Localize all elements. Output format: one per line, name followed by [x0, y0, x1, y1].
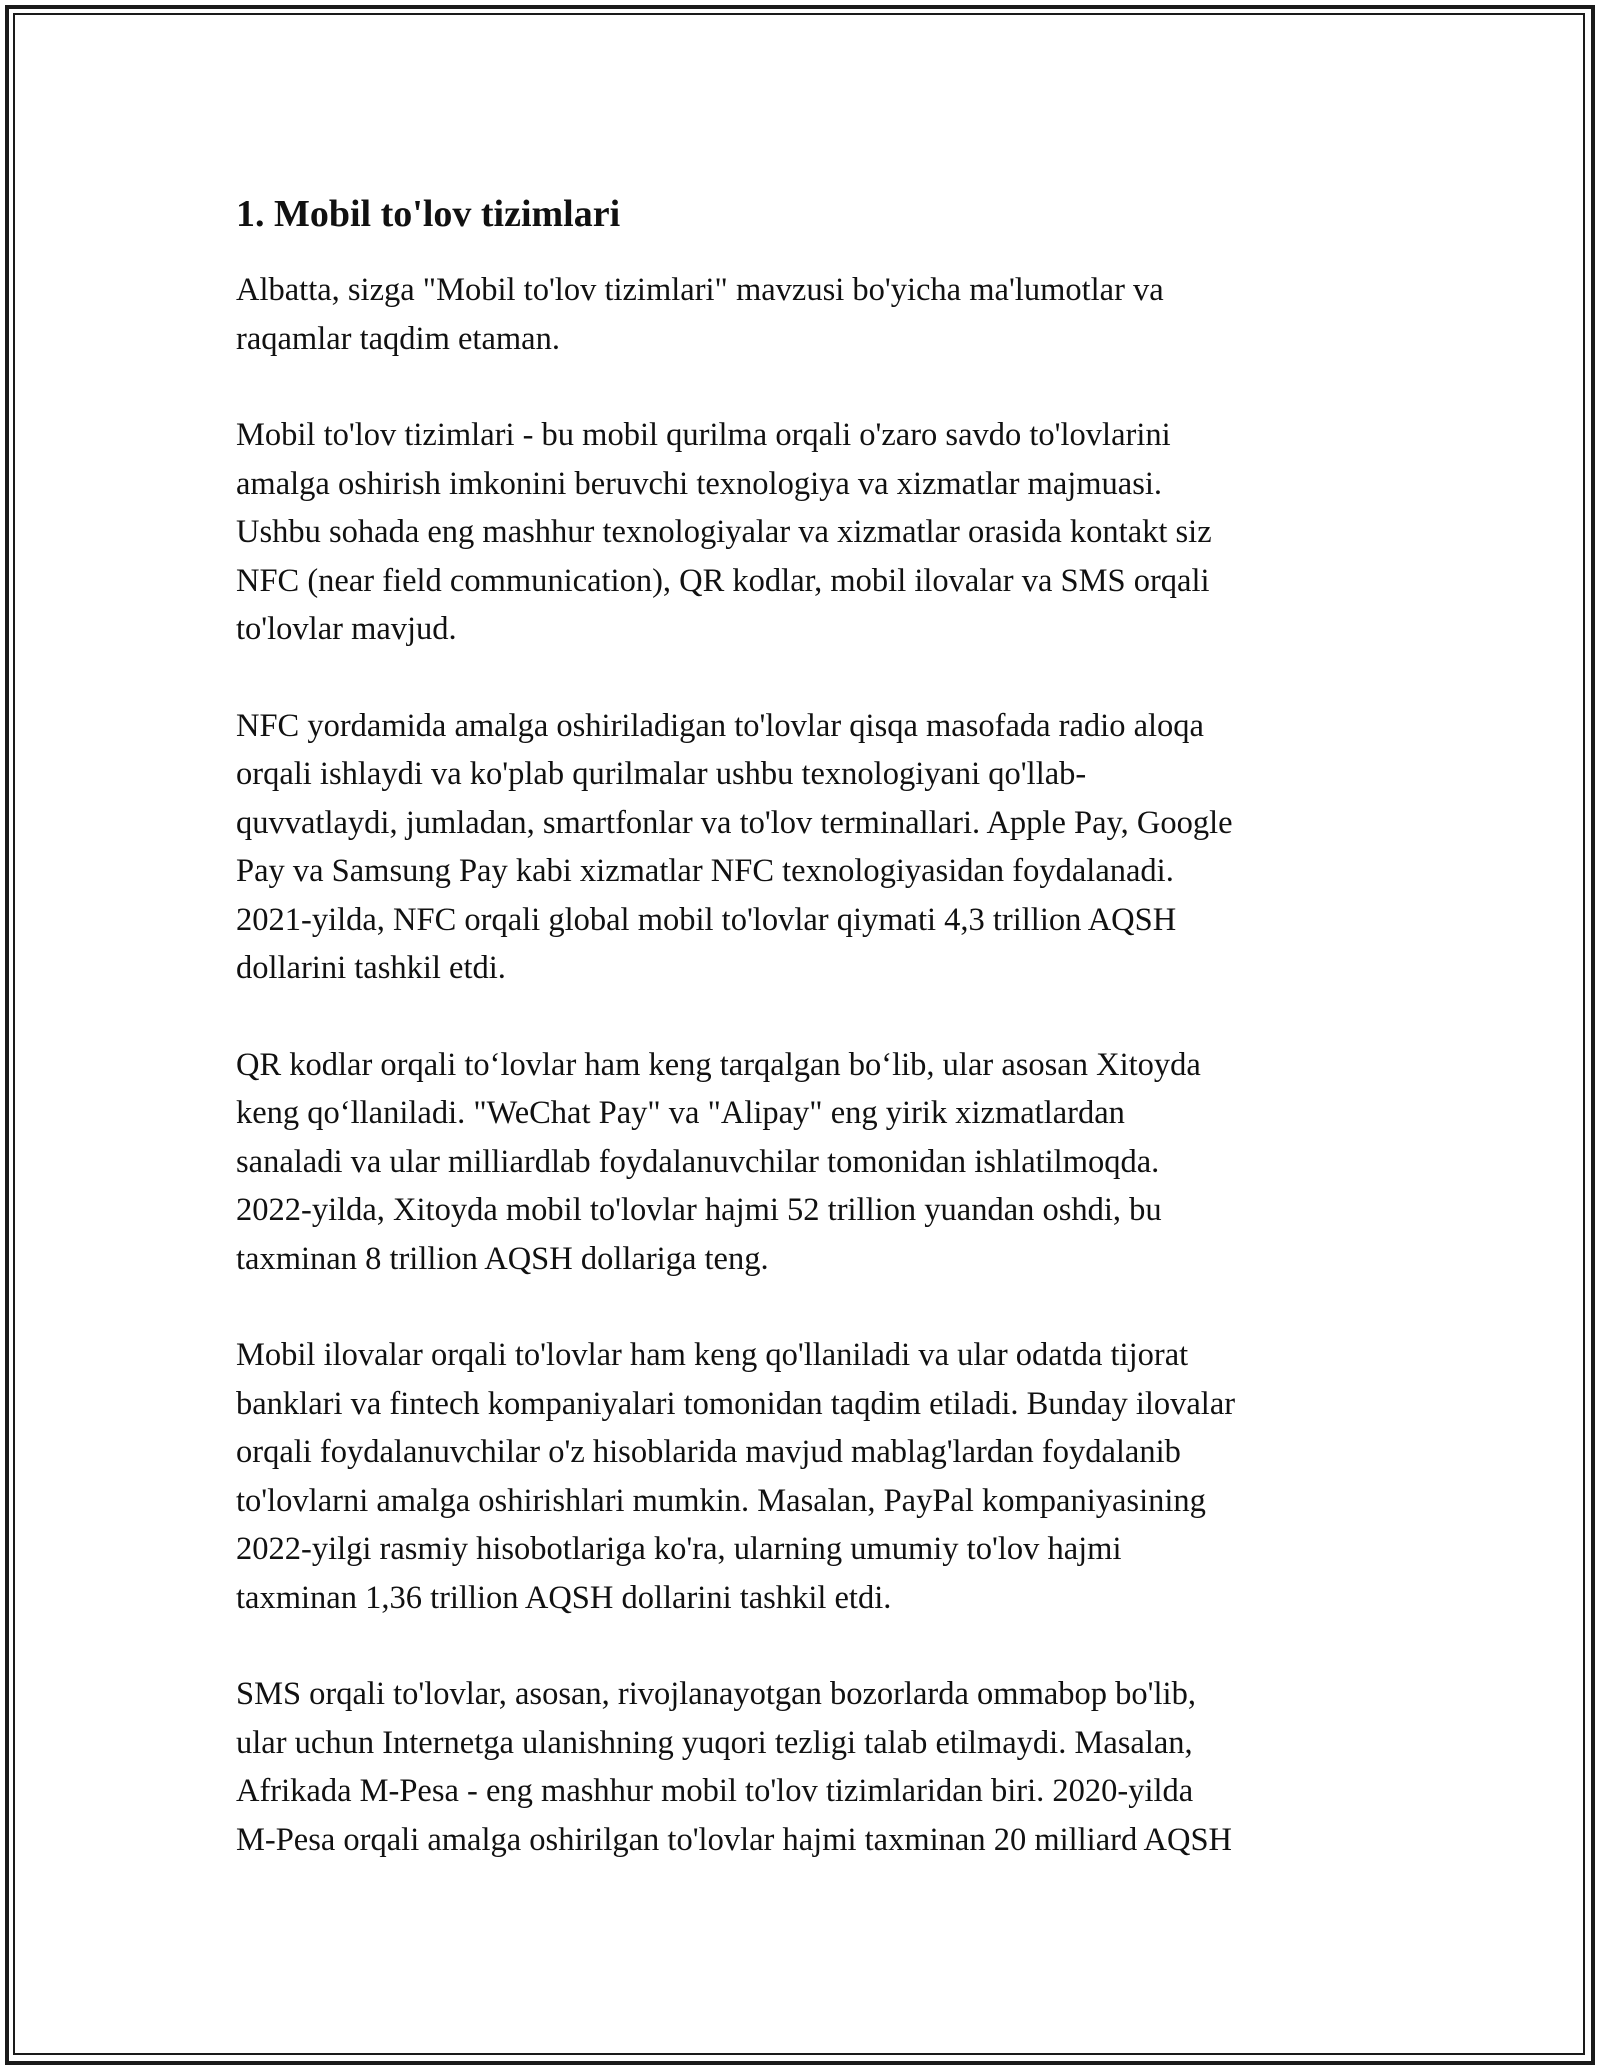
- paragraph-qr-codes: QR kodlar orqali to‘lovlar ham keng tarqalgan bo‘lib, ular asosan Xitoyda keng qo‘llaniladi. "WeChat Pay" va "Alipay" eng yirik xizmatlardan sanaladi va ular milliardlab foydalanuvchilar tomonidan ishlatilmoqda. 2022-yilda, Xitoyda mobil to'lovlar hajmi 52 trillion yuandan oshdi, bu taxminan 8 trillion AQSH dollariga teng.: [236, 1046, 1201, 1277]
- document-page: [236, 184, 1376, 1912]
- paragraph-sms: SMS orqali to'lovlar, asosan, rivojlanayotgan bozorlarda ommabop bo'lib, ular uchun Internetga ulanishning yuqori tezligi talab etilmaydi. Masalan, Afrikada M-Pesa - eng mashhur mobil to'lov tizimlaridan biri. 2020-yilda M-Pesa orqali amalga oshirilgan to'lovlar hajmi taxminan 20 milliard AQSH: [236, 1676, 1233, 1858]
- paragraph-intro: Albatta, sizga "Mobil to'lov tizimlari" mavzusi bo'yicha ma'lumotlar va raqamlar taqdim etaman.: [236, 272, 1164, 357]
- paragraph-nfc: NFC yordamida amalga oshiriladigan to'lovlar qisqa masofada radio aloqa orqali ishlaydi va ko'plab qurilmalar ushbu texnologiyani qo'llab- quvvatlaydi, jumladan, smartfonlar va to'lov terminallari. Apple Pay, Google Pay va Samsung Pay kabi xizmatlar NFC texnologiyasidan foydalanadi. 2021-yilda, NFC orqali global mobil to'lovlar qiymati 4,3 trillion AQSH dollarini tashkil etdi.: [236, 707, 1233, 986]
- document-title: 1. Mobil to'lov tizimlari: [236, 193, 621, 235]
- paragraph-definition: Mobil to'lov tizimlari - bu mobil qurilma orqali o'zaro savdo to'lovlarini amalga oshirish imkonini beruvchi texnologiya va xizmatlar majmuasi. Ushbu sohada eng mashhur texnologiyalar va xizmatlar orasida kontakt siz NFC (near field communication), QR kodlar, mobil ilovalar va SMS orqali to'lovlar mavjud.: [236, 417, 1212, 647]
- paragraph-mobile-apps: Mobil ilovalar orqali to'lovlar ham keng qo'llaniladi va ular odatda tijorat banklari va fintech kompaniyalari tomonidan taqdim etiladi. Bunday ilovalar orqali foydalanuvchilar o'z hisoblarida mavjud mablag'lardan foydalanib to'lovlarni amalga oshirishlari mumkin. Masalan, PayPal kompaniyasining 2022-yilgi rasmiy hisobotlariga ko'ra, ularning umumiy to'lov hajmi taxminan 1,36 trillion AQSH dollarini tashkil etdi.: [236, 1337, 1236, 1616]
